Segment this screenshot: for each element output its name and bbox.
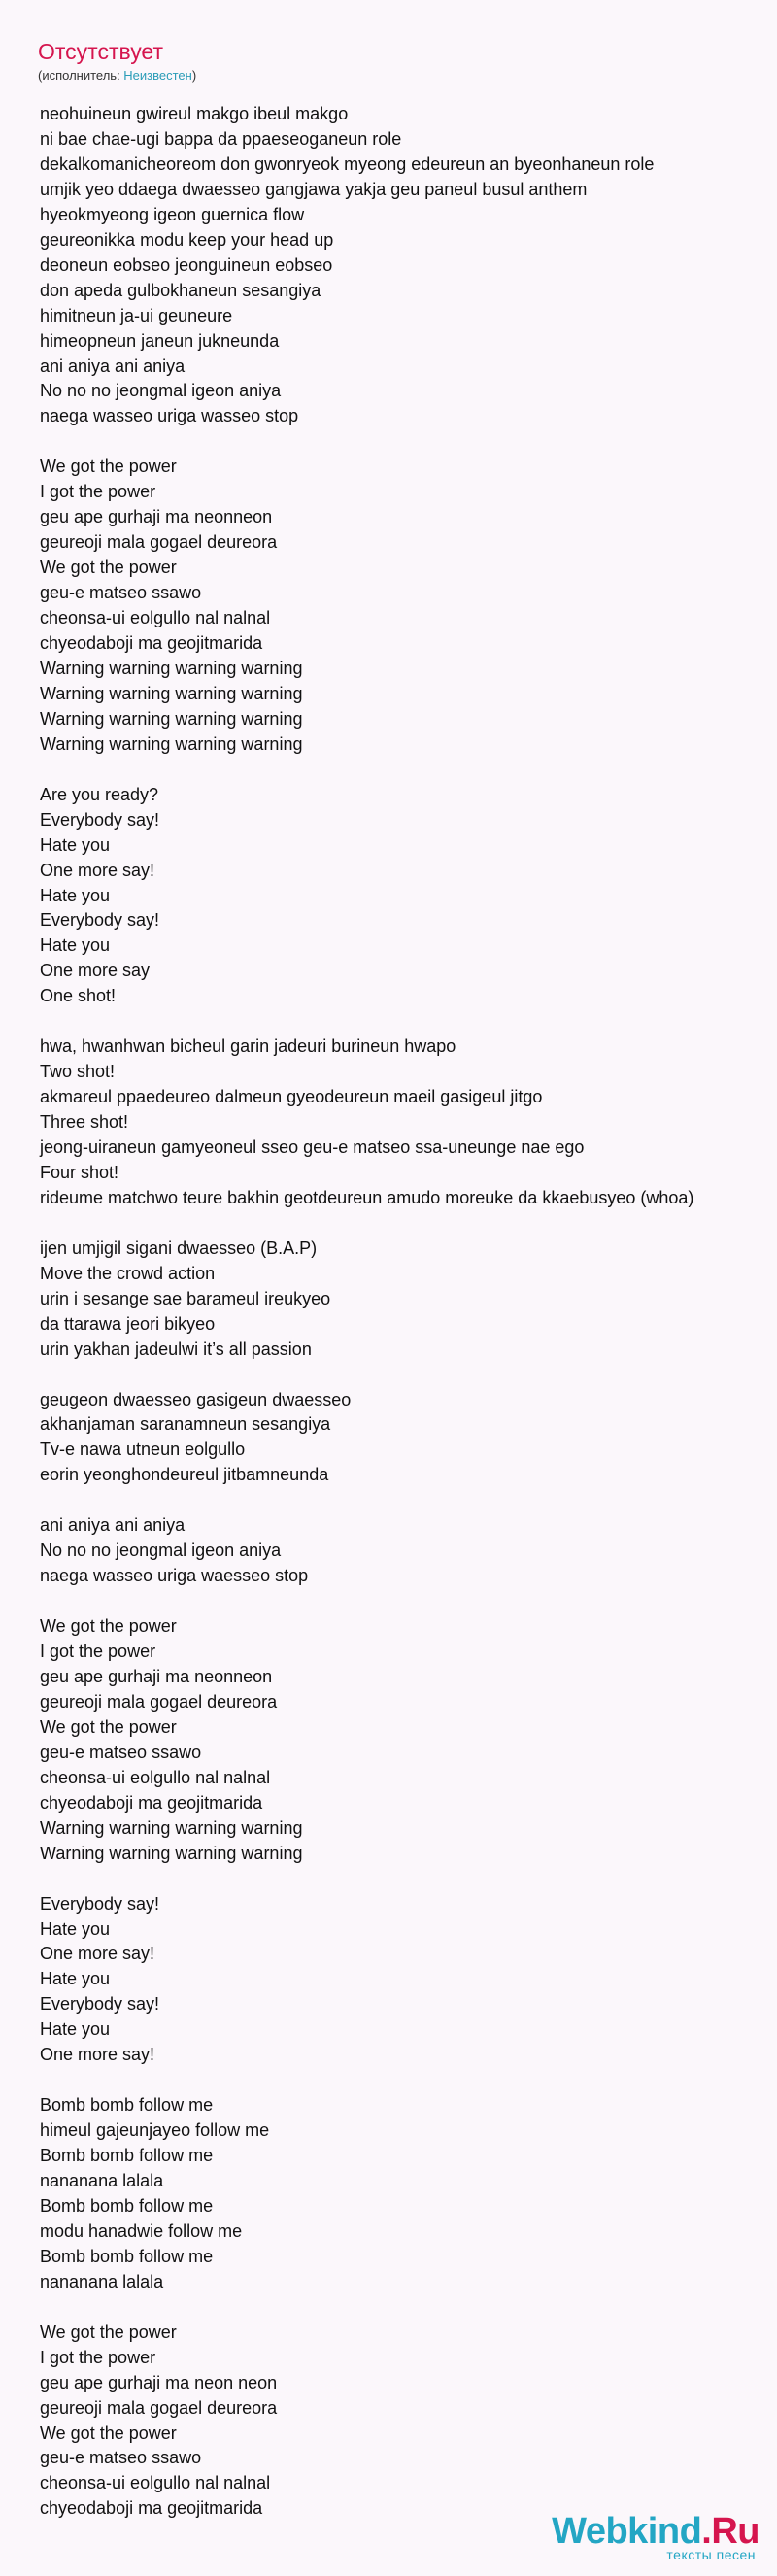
lyric-line: ni bae chae-ugi bappa da ppaeseoganeun role (40, 128, 402, 149)
lyric-line: chyeodaboji ma geojitmarida (40, 2498, 263, 2519)
lyric-line: Everybody say! (40, 1994, 160, 2015)
lyric-line: We got the power (40, 457, 177, 477)
artist-suffix: ) (191, 68, 197, 83)
lyric-line: geureoji mala gogael deureora (40, 1691, 278, 1712)
lyric-line: Everybody say! (40, 910, 160, 931)
lyric-line: akhanjaman saranamneun sesangiya (40, 1414, 331, 1435)
lyric-line: nanananа lalala (40, 2271, 164, 2291)
lyric-line: Bomb bomb follow me (40, 2146, 214, 2166)
lyric-line: eorin yeonghondeureul jitbamneunda (40, 1465, 329, 1485)
lyric-line: deoneun eobseo jeonguineun eobseo (40, 254, 333, 275)
lyric-line: naega wasseo uriga waesseo stop (40, 1566, 309, 1586)
artist-line (38, 67, 757, 85)
lyric-line: chyeodaboji ma geojitmarida (40, 1792, 263, 1813)
lyric-line: Hate you (40, 834, 111, 855)
lyric-line: Everybody say! (40, 1893, 160, 1914)
lyric-line: I got the power (40, 1642, 156, 1662)
logo-tld: .Ru (701, 2511, 760, 2552)
lyric-line: geu-e matseo ssawo (40, 2448, 202, 2468)
stanza-break (40, 1488, 773, 1513)
lyric-line: cheonsa-ui eolgullo nal nalnal (40, 608, 271, 628)
lyric-line: chyeodaboji ma geojitmarida (40, 633, 263, 653)
lyric-line: geugeon dwaesseo gasigeun dwaesseo (40, 1389, 352, 1409)
lyric-line: One shot! (40, 986, 117, 1006)
lyric-line: geu ape gurhaji ma neonneon (40, 1666, 273, 1686)
lyric-line: Bomb bomb follow me (40, 2095, 214, 2116)
lyric-line: We got the power (40, 558, 177, 578)
lyric-line: We got the power (40, 1616, 177, 1637)
stanza-break (40, 758, 773, 783)
lyric-line: We got the power (40, 2322, 177, 2342)
lyric-line: One more say! (40, 860, 155, 880)
lyric-line: geureoji mala gogael deureora (40, 532, 278, 553)
lyric-line: himeul gajeunjayeo follow me (40, 2120, 270, 2141)
logo-wordmark (552, 2512, 760, 2551)
lyric-line: geu ape gurhaji ma neon neon (40, 2372, 278, 2392)
stanza-break (40, 1589, 773, 1614)
lyric-line: nanananа lalala (40, 2171, 164, 2191)
lyric-line: Hate you (40, 935, 111, 956)
lyric-line: No no no jeongmal igeon aniya (40, 381, 282, 401)
lyric-line: Bomb bomb follow me (40, 2195, 214, 2216)
lyric-line: naega wasseo uriga wasseo stop (40, 406, 299, 426)
lyric-line: hyeokmyeong igeon guernica flow (40, 204, 305, 224)
lyric-line: I got the power (40, 2347, 156, 2367)
lyric-line: da ttarawa jeori bikyeo (40, 1313, 216, 1334)
lyric-line: Warning warning warning warning (40, 1843, 303, 1863)
stanza-break (40, 1009, 773, 1034)
lyric-line: ani aniya ani aniya (40, 356, 186, 376)
lyric-line: neohuineun gwireul makgo ibeul makgo (40, 104, 349, 123)
lyric-line: Bomb bomb follow me (40, 2246, 214, 2266)
lyric-line: rideume matchwo teure bakhin geotdeureun amudo moreuke da kkaebusyeo (whoa) (40, 1187, 694, 1207)
lyric-line: don apeda gulbokhaneun sesangiya (40, 280, 321, 300)
lyric-line: cheonsa-ui eolgullo nal nalnal (40, 1767, 271, 1787)
lyric-line: Four shot! (40, 1162, 119, 1182)
lyric-line: Hate you (40, 1969, 111, 1989)
lyric-line: Hate you (40, 1918, 111, 1939)
lyric-line: I got the power (40, 482, 156, 502)
artist-link[interactable]: Неизвестен (123, 68, 192, 83)
lyric-line: urin i sesange sae barameul ireukyeo (40, 1288, 331, 1308)
lyric-line: Warning warning warning warning (40, 683, 303, 703)
lyric-line: Hate you (40, 2019, 111, 2040)
lyric-line: No no no jeongmal igeon aniya (40, 1541, 282, 1561)
lyrics-body (40, 102, 773, 2522)
lyric-line: We got the power (40, 1716, 177, 1737)
lyric-line: Warning warning warning warning (40, 658, 303, 678)
lyric-line: jeong-uiraneun gamyeoneul sseo geu-e matseo ssa-uneunge nae ego (40, 1137, 585, 1158)
lyric-line: akmareul ppaedeureo dalmeun gyeodeureun maeil gasigeul jitgo (40, 1087, 543, 1107)
lyric-line: Warning warning warning warning (40, 708, 303, 729)
lyric-line: dekalkomanicheoreom don gwonryeok myeong edeureun an byeonhaneun role (40, 153, 655, 174)
lyric-line: Warning warning warning warning (40, 1817, 303, 1838)
lyric-line: ani aniya ani aniya (40, 1515, 186, 1536)
lyric-line: modu hanadwie follow me (40, 2220, 243, 2241)
artist-prefix: (исполнитель: (38, 68, 124, 83)
lyric-line: ijen umjigil sigani dwaesseo (B.A.P) (40, 1237, 318, 1258)
stanza-break (40, 1211, 773, 1237)
stanza-break (40, 1867, 773, 1892)
stanza-break (40, 2295, 773, 2321)
lyric-line: urin yakhan jadeulwi it’s all passion (40, 1339, 312, 1359)
stanza-break (40, 1363, 773, 1388)
lyric-line: One more say! (40, 2045, 155, 2065)
lyric-line: hwa, hwanhwan bicheul garin jadeuri burineun hwapo (40, 1036, 456, 1057)
stanza-break (40, 2068, 773, 2093)
lyric-line: We got the power (40, 2423, 177, 2443)
lyric-line: Three shot! (40, 1112, 129, 1133)
song-title[interactable]: Отсутствует (38, 39, 163, 64)
lyric-line: Are you ready? (40, 784, 159, 804)
song-header (38, 37, 757, 85)
lyric-line: One more say (40, 961, 151, 981)
lyric-line: Warning warning warning warning (40, 733, 303, 754)
lyric-line: Move the crowd action (40, 1263, 216, 1283)
stanza-break (40, 429, 773, 455)
lyric-line: Tv-e nawa utneun eolgullo (40, 1440, 246, 1460)
logo-tagline: тексты песен (666, 2547, 756, 2562)
lyric-line: Two shot! (40, 1062, 116, 1082)
lyric-line: umjik yeo ddaega dwaesseo gangjawa yakja geu paneul busul anthem (40, 179, 588, 199)
lyric-line: geu-e matseo ssawo (40, 583, 202, 603)
lyric-line: geureonikka modu keep your head up (40, 229, 334, 250)
lyric-line: cheonsa-ui eolgullo nal nalnal (40, 2473, 271, 2493)
lyric-line: himitneun ja-ui geuneure (40, 305, 233, 325)
lyric-line: One more say! (40, 1944, 155, 1964)
lyric-line: Hate you (40, 885, 111, 905)
lyric-line: himeopneun janeun jukneunda (40, 330, 280, 351)
lyric-line: geu-e matseo ssawo (40, 1742, 202, 1762)
lyric-line: geu ape gurhaji ma neonneon (40, 507, 273, 527)
logo-brand: Webkind (552, 2511, 702, 2552)
lyric-line: Everybody say! (40, 809, 160, 830)
lyric-line: geureoji mala gogael deureora (40, 2397, 278, 2418)
site-logo[interactable] (552, 2512, 760, 2562)
